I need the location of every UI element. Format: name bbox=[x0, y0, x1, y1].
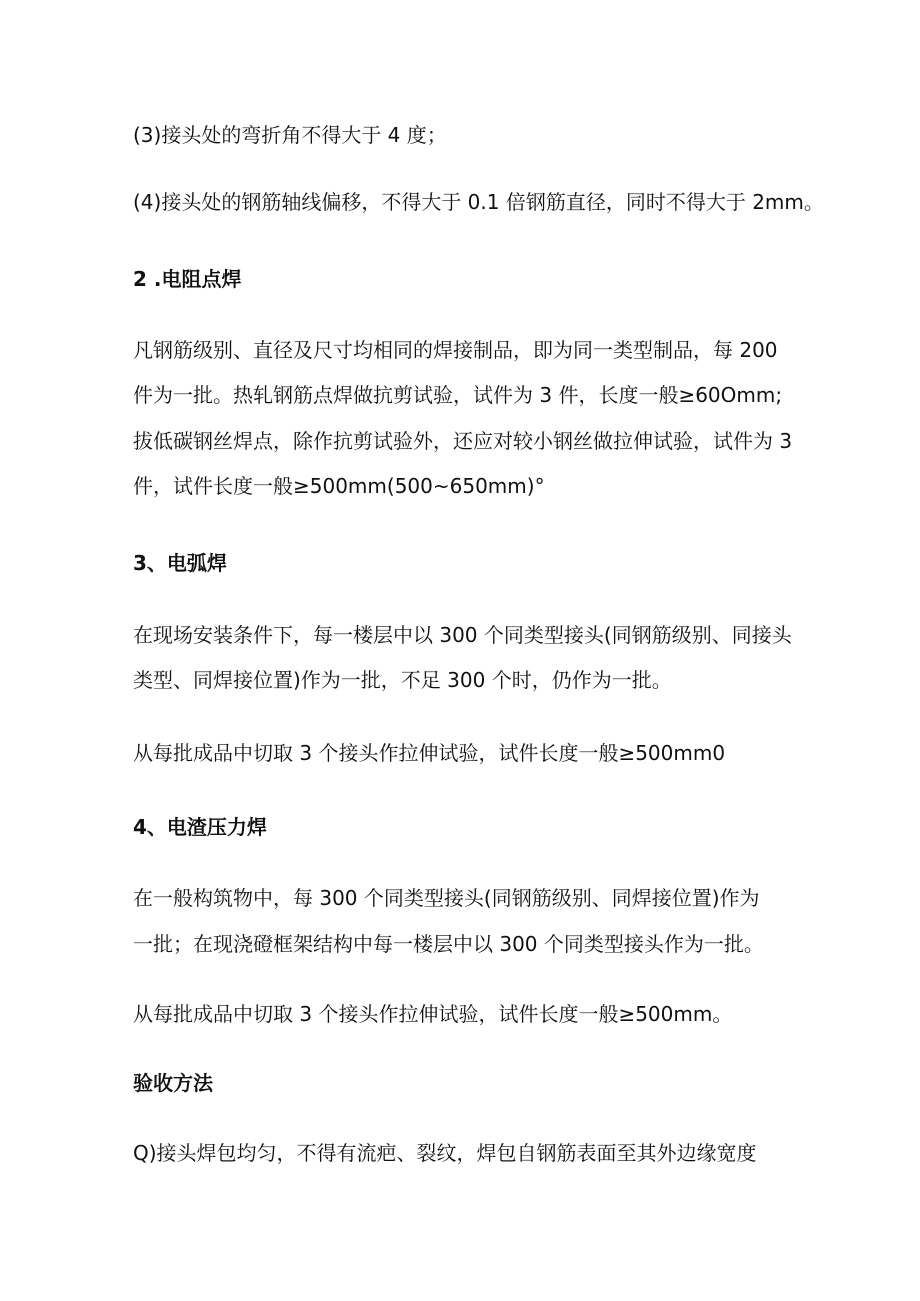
section-2-line-2: 件为一批。热轧钢筋点焊做抗剪试验，试件为 3 件，长度一般≥60Omm; bbox=[133, 383, 783, 407]
section-2-line-4: 件，试件长度一般≥500mm(500~650mm)° bbox=[133, 474, 545, 498]
section-4-sampling: 从每批成品中切取 3 个接头作拉伸试验，试件长度一般≥500mm。 bbox=[133, 1002, 733, 1026]
section-3-line-2: 类型、同焊接位置)作为一批，不足 300 个时，仍作为一批。 bbox=[133, 668, 672, 692]
section-3-sampling: 从每批成品中切取 3 个接头作拉伸试验，试件长度一般≥500mm0 bbox=[133, 741, 726, 765]
section-2-heading: 2 .电阻点焊 bbox=[133, 267, 242, 291]
section-2-line-1: 凡钢筋级别、直径及尺寸均相同的焊接制品，即为同一类型制品，每 200 bbox=[133, 338, 778, 362]
section-4-line-1: 在一般构筑物中，每 300 个同类型接头(同钢筋级别、同焊接位置)作为 bbox=[133, 886, 760, 910]
acceptance-heading: 验收方法 bbox=[133, 1071, 213, 1095]
section-3-heading: 3、电弧焊 bbox=[133, 551, 227, 575]
item-4-text: (4)接头处的钢筋轴线偏移，不得大于 0.1 倍钢筋直径，同时不得大于 2mm。 bbox=[133, 190, 824, 214]
item-3-text: (3)接头处的弯折角不得大于 4 度； bbox=[133, 123, 447, 147]
section-4-line-2: 一批；在现浇磴框架结构中每一楼层中以 300 个同类型接头作为一批。 bbox=[133, 932, 764, 956]
section-3-line-1: 在现场安装条件下，每一楼层中以 300 个同类型接头(同钢筋级别、同接头 bbox=[133, 623, 792, 647]
section-4-heading: 4、电渣压力焊 bbox=[133, 815, 267, 839]
acceptance-item-q: Q)接头焊包均匀，不得有流疤、裂纹，焊包自钢筋表面至其外边缘宽度 bbox=[133, 1141, 757, 1165]
section-2-line-3: 拔低碳钢丝焊点，除作抗剪试验外，还应对较小钢丝做拉伸试验，试件为 3 bbox=[133, 429, 793, 453]
